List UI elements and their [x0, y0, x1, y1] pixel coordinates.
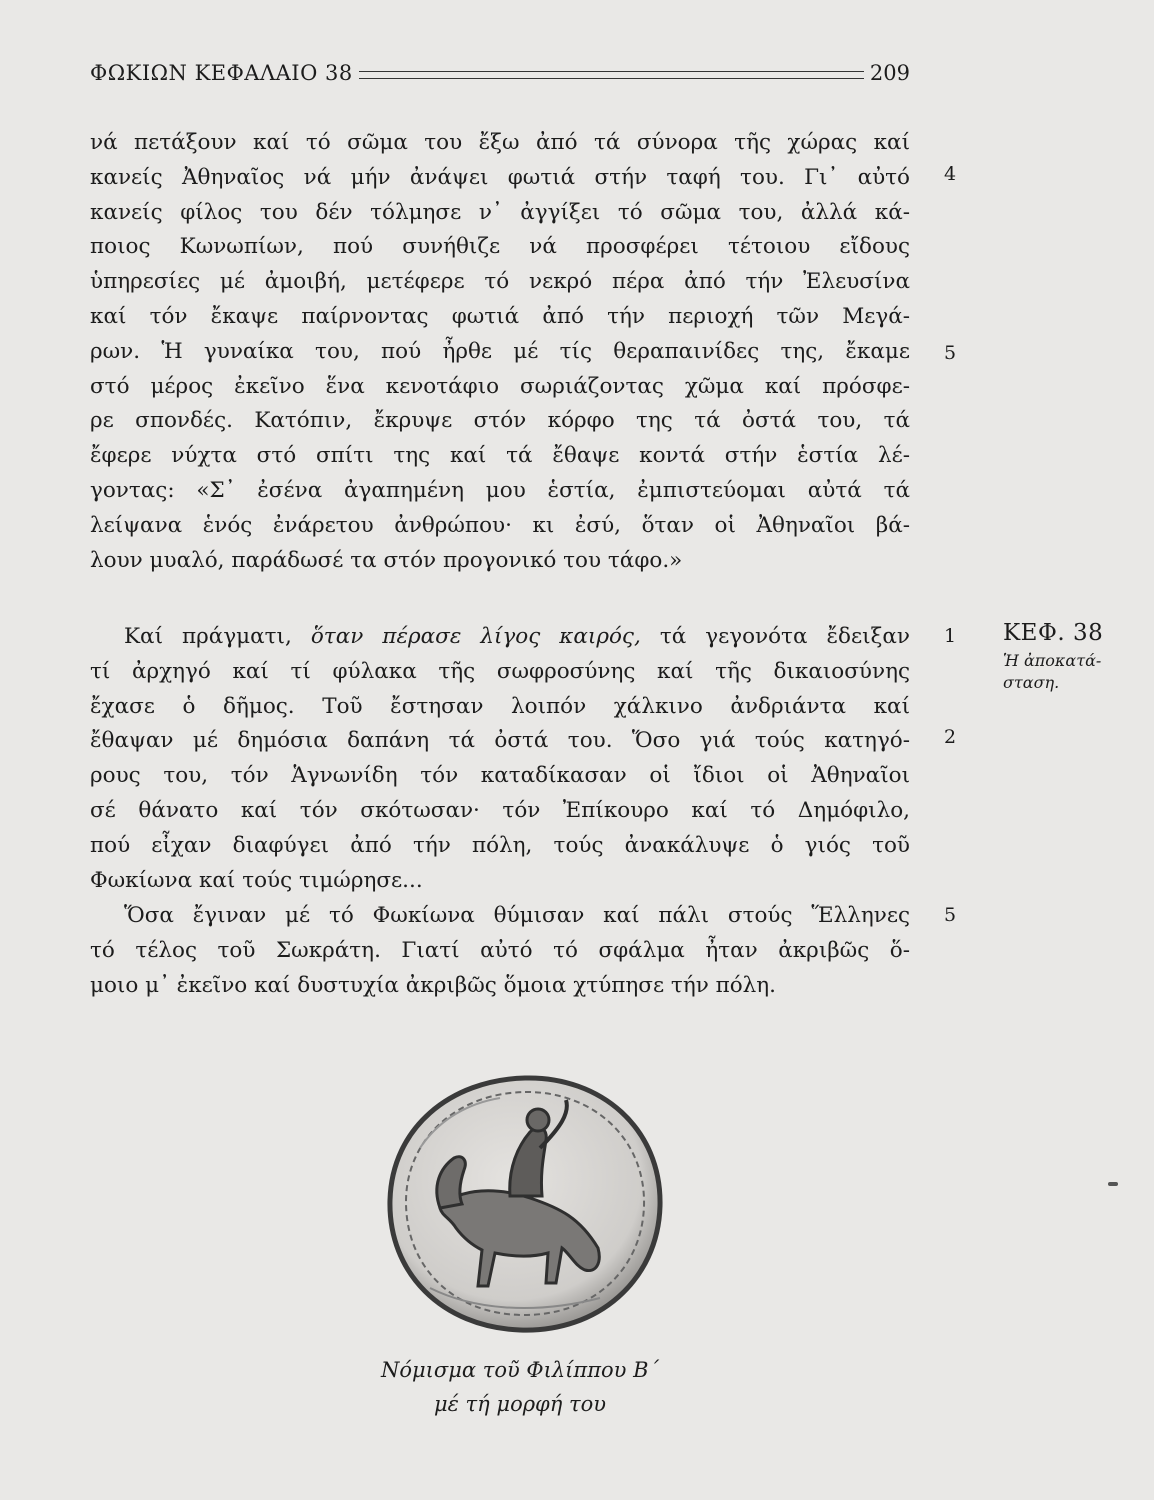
text-run: τά γεγονότα ἔδειξαν: [659, 624, 910, 649]
line-number: 5: [943, 904, 957, 926]
header-double-rule: [359, 71, 864, 79]
text-line: νά πετάξουν καί τό σῶμα του ἔξω ἀπό τά σύνορα τῆς χώρας καί: [90, 130, 910, 155]
margin-note: [1003, 620, 1143, 694]
text-line: λείψανα ἑνός ἐνάρετου ἀνθρώπου· κι ἐσύ, ὅταν οἱ Ἀθηναῖοι βά-: [90, 512, 910, 538]
text-line: μοιο μ᾽ ἐκεῖνο καί δυστυχία ἀκριβῶς ὅμοια χτύπησε τήν πόλη.: [90, 972, 777, 998]
text-line: Ὅσα ἔγιναν μέ τό Φωκίωνα θύμισαν καί πάλι στούς Ἕλληνες: [124, 903, 910, 928]
text-line: σέ θάνατο καί τόν σκότωσαν· τόν Ἐπίκουρο καί τό Δημόφιλο,: [90, 797, 910, 823]
text-line: τί ἀρχηγό καί τί φύλακα τῆς σωφροσύνης καί τῆς δικαιοσύνης: [90, 658, 910, 684]
text-line: κανείς φίλος του δέν τόλμησε ν᾽ ἀγγίξει τό σῶμα του, ἀλλά κά-: [90, 199, 910, 225]
text-line: ρους του, τόν Ἁγνωνίδη τόν καταδίκασαν οἱ ἴδιοι οἱ Ἀθηναῖοι: [90, 763, 910, 789]
margin-subtitle: [1003, 650, 1143, 694]
coin-illustration: [370, 1058, 680, 1348]
text-line: ἔχασε ὁ δῆμος. Τοῦ ἔστησαν λοιπόν χάλκινο ἀνδριάντα καί: [90, 693, 910, 719]
paragraph-3: [90, 899, 910, 1003]
text-line: [90, 620, 910, 655]
margin-subtitle-line: σταση.: [1003, 673, 1060, 692]
figure-caption-line: Νόμισμα τοῦ Φιλίππου Β΄: [380, 1358, 660, 1382]
text-line: ὑπηρεσίες μέ ἀμοιβή, μετέφερε τό νεκρό πέρα ἀπό τήν Ἐλευσίνα: [90, 269, 910, 295]
line-number: 2: [943, 726, 957, 748]
margin-chapter-label: ΚΕΦ. 38: [1003, 620, 1104, 646]
paragraph-2: [90, 620, 910, 898]
figure-caption-line: μέ τή μορφή του: [433, 1392, 607, 1416]
margin-mark: [1108, 1182, 1118, 1186]
text-line: κανείς Ἀθηναῖος νά μήν ἀνάψει φωτιά στήν ταφή του. Γι᾽ αὐτό: [90, 164, 910, 190]
text-line: γοντας: «Σ᾽ ἐσένα ἀγαπημένη μου ἑστία, ἐμπιστεύομαι αὐτά τά: [90, 477, 910, 503]
text-line: ἔφερε νύχτα στό σπίτι της καί τά ἔθαψε κοντά στήν ἑστία λέ-: [90, 443, 910, 469]
text-line: καί τόν ἔκαψε παίρνοντας φωτιά ἀπό τήν περιοχή τῶν Μεγά-: [90, 303, 910, 329]
line-number: 5: [943, 342, 957, 364]
running-head: [90, 58, 910, 88]
text-line: ποιος Κωνωπίων, πού συνήθιζε νά προσφέρει τέτοιου εἴδους: [90, 234, 910, 260]
chapter-heading: ΦΩΚΙΩΝ ΚΕΦΑΛΑΙΟ 38: [90, 61, 353, 85]
line-number: 4: [943, 163, 957, 185]
coin-image: [370, 1058, 680, 1348]
text-line: πού εἶχαν διαφύγει ἀπό τήν πόλη, τούς ἀνακάλυψε ὁ γιός τοῦ: [90, 832, 910, 858]
paragraph-1: [90, 126, 910, 578]
margin-subtitle-line: Ἡ ἀποκατά-: [1003, 651, 1102, 670]
italic-phrase: ὅταν πέρασε λίγος καιρός,: [310, 624, 641, 649]
text-line: Φωκίωνα καί τούς τιμώρησε...: [90, 867, 423, 893]
text-line: ρε σπονδές. Κατόπιν, ἔκρυψε στόν κόρφο της τά ὀστά του, τά: [90, 408, 910, 434]
text-line: ἔθαψαν μέ δημόσια δαπάνη τά ὀστά του. Ὅσο γιά τούς κατηγό-: [90, 728, 910, 754]
text-line: στό μέρος ἐκεῖνο ἕνα κενοτάφιο σωριάζοντας χῶμα καί πρόσφε-: [90, 373, 910, 399]
page-number: 209: [869, 61, 910, 85]
line-number: 1: [943, 625, 957, 647]
text-line: λουν μυαλό, παράδωσέ τα στόν προγονικό του τάφο.»: [90, 547, 683, 573]
text-line: τό τέλος τοῦ Σωκράτη. Γιατί αὐτό τό σφάλμα ἦταν ἀκριβῶς ὅ-: [90, 937, 910, 963]
rider-head-relief: [527, 1109, 549, 1131]
text-run: Καί πράγματι,: [124, 624, 292, 649]
text-line: ρων. Ἡ γυναίκα του, πού ἦρθε μέ τίς θεραπαινίδες της, ἔκαμε: [90, 338, 910, 364]
